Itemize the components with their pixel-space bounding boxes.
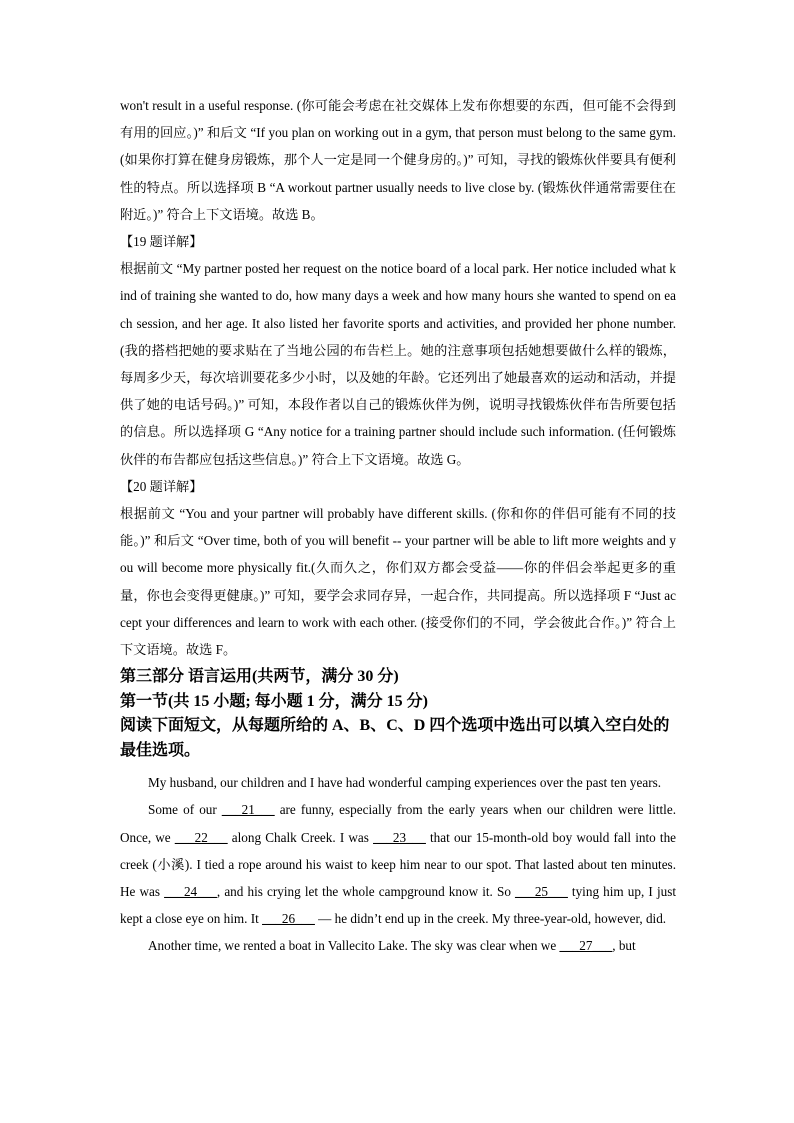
blank-25: ___25___ <box>515 884 568 900</box>
passage-text: , and his crying let the whole campground know it. So <box>216 884 516 900</box>
passage-text: along Chalk Creek. I was <box>227 829 374 845</box>
part3-title: 第三部分 语言运用(共两节，满分 30 分) <box>120 668 399 686</box>
passage-text: Some of our <box>148 802 222 818</box>
passage-text: Another time, we rented a boat in Vallecito Lake. The sky was clear when we <box>148 938 560 954</box>
passage-text: , but <box>612 938 636 954</box>
cloze-passage <box>120 769 676 959</box>
blank-24: ___24___ <box>164 884 217 900</box>
explanation-20-text: 根据前文 “You and your partner will probably have different skills. (你和你的伴侣可能有不同的技能。)” 和后文 “Over time, both of you will benefit -- your partner will be able to lift more weights and you will become more physically fit.(久而久之，你们双方都会受益——你的伴侣会举起更多的重量，你也会变得更健康。)” 可知，要学会求同存异，一起合作，共同提高。所以选择项 F “Just accept your differences and learn to work with each other. (接受你们的不同，学会彼此合作。)” 符合上下文语境。故选 F。 <box>120 506 676 658</box>
blank-21: ___21___ <box>221 802 275 818</box>
passage-text: tying him up, I just kept a close eye on him. It <box>120 884 676 927</box>
explanation-19-text: 根据前文 “My partner posted her request on the notice board of a local park. Her notice included what kind of training she wanted to do, how many days a week and how many hours she wanted to spend on each session, and her age. It also listed her favorite sports and activities, and provided her phone number. (我的搭档把她的要求贴在了当地公园的布告栏上。她的注意事项包括她想要做什么样的锻炼，每周多少天，每次培训要花多少小时，以及她的年龄。它还列出了她最喜欢的运动和活动，并提供了她的电话号码。)” 可知，本段作者以自己的锻炼伙伴为例，说明寻找锻炼伙伴布告所要包括的信息。所以选择项 G “Any notice for a training partner should include such information. (任何锻炼伙伴的布告都应包括这些信息。)” 符合上下文语境。故选 G。 <box>120 261 676 467</box>
passage-paragraph-3 <box>120 932 676 959</box>
explanation-19-heading: 【19 题详解】 <box>120 234 203 250</box>
passage-text: — he didn’t end up in the creek. My three-year-old, however, did. <box>314 911 667 927</box>
explanation-18-text: won't result in a useful response. (你可能会考虑在社交媒体上发布你想要的东西，但可能不会得到有用的回应。)” 和后文 “If you plan on working out in a gym, that person must belong to the same gym.(如果你打算在健身房锻炼，那个人一定是同一个健身房的。)” 可知，寻找的锻炼伙伴要具有便利性的特点。所以选择项 B “A workout partner usually needs to live close by. (锻炼伙伴通常需要住在附近。)” 符合上下文语境。故选 B。 <box>120 98 676 222</box>
passage-paragraph-2 <box>120 796 676 932</box>
blank-26: ___26___ <box>262 911 315 927</box>
explanation-20-heading: 【20 题详解】 <box>120 478 203 494</box>
passage-text: that our 15-month-old boy would fall into the creek (小溪). I tied a rope around his waist to keep him near to our spot. That lasted about ten minutes. He was <box>120 829 677 900</box>
part3-instruction: 阅读下面短文，从每题所给的 A、B、C、D 四个选项中选出可以填入空白处的最佳选项。 <box>120 717 670 759</box>
blank-22: ___22___ <box>174 829 228 845</box>
content-column <box>120 92 676 960</box>
part3-subtitle: 第一节(共 15 小题; 每小题 1 分，满分 15 分) <box>120 692 428 710</box>
passage-text: are funny, especially from the early years when our children were little. Once, we <box>120 802 676 845</box>
blank-27: ___27___ <box>559 938 613 954</box>
blank-23: ___23___ <box>373 829 426 845</box>
passage-paragraph-1: My husband, our children and I have had wonderful camping experiences over the past ten years. <box>148 775 662 791</box>
